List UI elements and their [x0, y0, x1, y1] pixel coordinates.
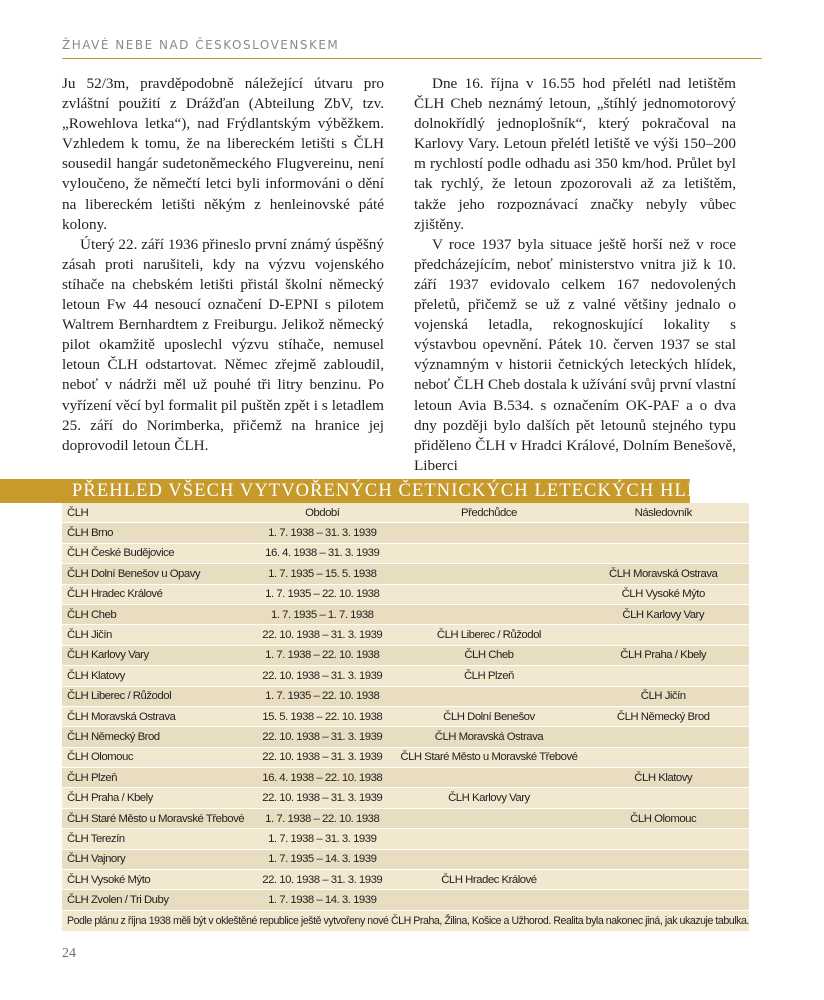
table-row: [62, 768, 749, 788]
table-cell: [400, 523, 577, 543]
table-cell: ČLH Klatovy: [62, 666, 244, 686]
column-header: Předchůdce: [400, 503, 577, 523]
table-cell: [578, 625, 749, 645]
table-cell: [400, 768, 577, 788]
table-row: [62, 829, 749, 849]
table-cell: ČLH Hradec Králové: [62, 584, 244, 604]
table-cell: ČLH Olomouc: [578, 808, 749, 828]
table-cell: ČLH Německý Brod: [62, 727, 244, 747]
table-cell: ČLH Plzeň: [62, 768, 244, 788]
table-cell: ČLH Karlovy Vary: [578, 604, 749, 624]
table-row: [62, 564, 749, 584]
table-cell: ČLH Klatovy: [578, 768, 749, 788]
table-row: [62, 870, 749, 890]
table-cell: 22. 10. 1938 – 31. 3. 1939: [244, 727, 400, 747]
table-cell: [578, 666, 749, 686]
table-cell: [578, 870, 749, 890]
table-row: [62, 543, 749, 563]
paragraph: Ju 52/3m, pravděpodobně náležející útvaru pro zvláštní použití z Drážďan (Abteilung ZbV, tzv. „Rowehlova letka“), nad Frýdlantským výběžkem. Vzhledem k tomu, že na libereckém letišti s ČLH sousedil hangár sudetoněmeckého Flugvereinu, není vyloučeno, že němečtí letci byli informováni o dění na libereckém letišti někým z henleinovské páté kolony.: [62, 75, 384, 233]
table-cell: ČLH Praha / Kbely: [62, 788, 244, 808]
table-cell: ČLH Vysoké Mýto: [62, 870, 244, 890]
table-row: [62, 604, 749, 624]
table-note-row: [62, 910, 749, 931]
table-cell: 1. 7. 1938 – 31. 3. 1939: [244, 829, 400, 849]
table-header-row: [62, 503, 749, 523]
right-text-column: [414, 74, 736, 476]
table-cell: ČLH Hradec Králové: [400, 870, 577, 890]
table-cell: ČLH Staré Město u Moravské Třebové: [62, 808, 244, 828]
page-number: 24: [62, 946, 76, 961]
table-cell: ČLH Moravská Ostrava: [578, 564, 749, 584]
table-cell: [578, 727, 749, 747]
table-cell: [400, 543, 577, 563]
table-cell: ČLH Vajnory: [62, 849, 244, 869]
table-cell: 1. 7. 1935 – 15. 5. 1938: [244, 564, 400, 584]
table-cell: 15. 5. 1938 – 22. 10. 1938: [244, 706, 400, 726]
column-header: ČLH: [62, 503, 244, 523]
table-cell: ČLH Plzeň: [400, 666, 577, 686]
table-cell: 22. 10. 1938 – 31. 3. 1939: [244, 788, 400, 808]
table-cell: [400, 890, 577, 910]
table-cell: ČLH Liberec / Růžodol: [400, 625, 577, 645]
table-cell: ČLH Praha / Kbely: [578, 645, 749, 665]
table-row: [62, 808, 749, 828]
table-cell: 1. 7. 1938 – 31. 3. 1939: [244, 523, 400, 543]
table-cell: ČLH Karlovy Vary: [400, 788, 577, 808]
table-cell: [400, 829, 577, 849]
table-cell: ČLH Terezín: [62, 829, 244, 849]
table-row: [62, 890, 749, 910]
table-cell: ČLH Staré Město u Moravské Třebové: [400, 747, 577, 767]
table-cell: ČLH Jičín: [578, 686, 749, 706]
table-cell: [578, 849, 749, 869]
table-row: [62, 666, 749, 686]
paragraph: Dne 16. října v 16.55 hod přelétl nad letištěm ČLH Cheb neznámý letoun, „štíhlý jednomotorový dolnokřídlý jednoplošník“, který pokračoval na Karlovy Vary. Letoun přelétl letiště ve výši 150–200 m rychlostí podle odhadu asi 350 km/hod. Průlet byl tak rychlý, že letoun zpozorovali až za letištěm, takže jeho rozpoznávací značky nebyly vůbec zjištěny.: [414, 75, 736, 233]
table-cell: [578, 788, 749, 808]
table-cell: ČLH Dolní Benešov: [400, 706, 577, 726]
table-cell: ČLH Cheb: [400, 645, 577, 665]
table-cell: ČLH Dolní Benešov u Opavy: [62, 564, 244, 584]
table-cell: [400, 808, 577, 828]
table-cell: 16. 4. 1938 – 22. 10. 1938: [244, 768, 400, 788]
table-cell: ČLH Vysoké Mýto: [578, 584, 749, 604]
table-cell: ČLH Moravská Ostrava: [62, 706, 244, 726]
table-cell: 22. 10. 1938 – 31. 3. 1939: [244, 747, 400, 767]
table-cell: ČLH Zvolen / Tri Duby: [62, 890, 244, 910]
left-text-column: [62, 74, 384, 456]
paragraph: V roce 1937 byla situace ještě horší než v roce předcházejícím, neboť ministerstvo vnitra již k 10. září 1937 evidovalo celkem 167 nedovolených přeletů, přičemž se už z valné většiny jednalo o vojenská letadla, rekognoskující lokality s výstavbou opevnění. Pátek 10. červen 1937 se stal významným v historii četnických leteckých hlídek, neboť ČLH Cheb dostala k užívání svůj první vlastní letoun Avia B.534. s označením OK-PAF a o dva dny později bylo dalších pět letounů stejného typu přiděleno ČLH v Hradci Králové, Dolním Benešově, Liberci: [414, 235, 737, 474]
patrols-table: [62, 503, 749, 932]
table-row: [62, 747, 749, 767]
table-cell: 1. 7. 1935 – 1. 7. 1938: [244, 604, 400, 624]
table-cell: [400, 584, 577, 604]
header-rule: [62, 58, 762, 59]
table-note: Podle plánu z října 1938 měli být v okleštěné republice ještě vytvořeny nové ČLH Praha, Žilina, Košice a Užhorod. Realita byla nakonec jiná, jak ukazuje tabulka.: [62, 910, 749, 931]
table-cell: 1. 7. 1938 – 22. 10. 1938: [244, 645, 400, 665]
table-row: [62, 625, 749, 645]
table-cell: ČLH Liberec / Růžodol: [62, 686, 244, 706]
table-cell: 16. 4. 1938 – 31. 3. 1939: [244, 543, 400, 563]
table-row: [62, 645, 749, 665]
table-cell: [400, 686, 577, 706]
column-header: Období: [244, 503, 400, 523]
table-cell: 22. 10. 1938 – 31. 3. 1939: [244, 870, 400, 890]
table-cell: ČLH Brno: [62, 523, 244, 543]
table-cell: 1. 7. 1938 – 22. 10. 1938: [244, 808, 400, 828]
table-row: [62, 584, 749, 604]
table-cell: [400, 564, 577, 584]
table-cell: ČLH Německý Brod: [578, 706, 749, 726]
table-body: [62, 523, 749, 910]
paragraph: Úterý 22. září 1936 přineslo první známý úspěšný zásah proti narušiteli, kdy na výzvu vojenského stíhače na chebském letišti přistál školní německý letoun Fw 44 nesoucí označení D-EPNI s pilotem Waltrem Bernhardtem z Freiburgu. Jelikož německý pilot okamžitě uposlechl výzvu stíhače, nemusel letoun ČLH odstartovat. Němec zřejmě zabloudil, neboť v nádrži měl už pouhé tři litry benzinu. Po vyřízení věcí byl formalit pil puštěn zpět i s letadlem 25. září do Norimberka, přičemž na hranice jej doprovodil letoun ČLH.: [62, 235, 384, 454]
table-cell: [578, 747, 749, 767]
table-row: [62, 686, 749, 706]
column-header: Následovník: [578, 503, 749, 523]
table-row: [62, 706, 749, 726]
table-cell: ČLH Moravská Ostrava: [400, 727, 577, 747]
table-row: [62, 849, 749, 869]
table-cell: [578, 523, 749, 543]
table-cell: 1. 7. 1935 – 22. 10. 1938: [244, 686, 400, 706]
table-cell: 1. 7. 1935 – 14. 3. 1939: [244, 849, 400, 869]
table-title: PŘEHLED VŠECH VYTVOŘENÝCH ČETNICKÝCH LETECKÝCH HLÍDEK: [72, 481, 736, 501]
table-cell: [578, 890, 749, 910]
table-cell: ČLH Jičín: [62, 625, 244, 645]
table-cell: ČLH Karlovy Vary: [62, 645, 244, 665]
table-cell: [578, 829, 749, 849]
table-cell: ČLH České Budějovice: [62, 543, 244, 563]
table-row: [62, 727, 749, 747]
table-cell: ČLH Olomouc: [62, 747, 244, 767]
table-row: [62, 523, 749, 543]
table-cell: 22. 10. 1938 – 31. 3. 1939: [244, 625, 400, 645]
table-cell: ČLH Cheb: [62, 604, 244, 624]
table-row: [62, 788, 749, 808]
running-head: ŽHAVÉ NEBE NAD ČESKOSLOVENSKEM: [62, 38, 340, 52]
table-cell: [400, 604, 577, 624]
table-cell: 1. 7. 1935 – 22. 10. 1938: [244, 584, 400, 604]
table-cell: [400, 849, 577, 869]
table-cell: [578, 543, 749, 563]
table-cell: 22. 10. 1938 – 31. 3. 1939: [244, 666, 400, 686]
table-cell: 1. 7. 1938 – 14. 3. 1939: [244, 890, 400, 910]
